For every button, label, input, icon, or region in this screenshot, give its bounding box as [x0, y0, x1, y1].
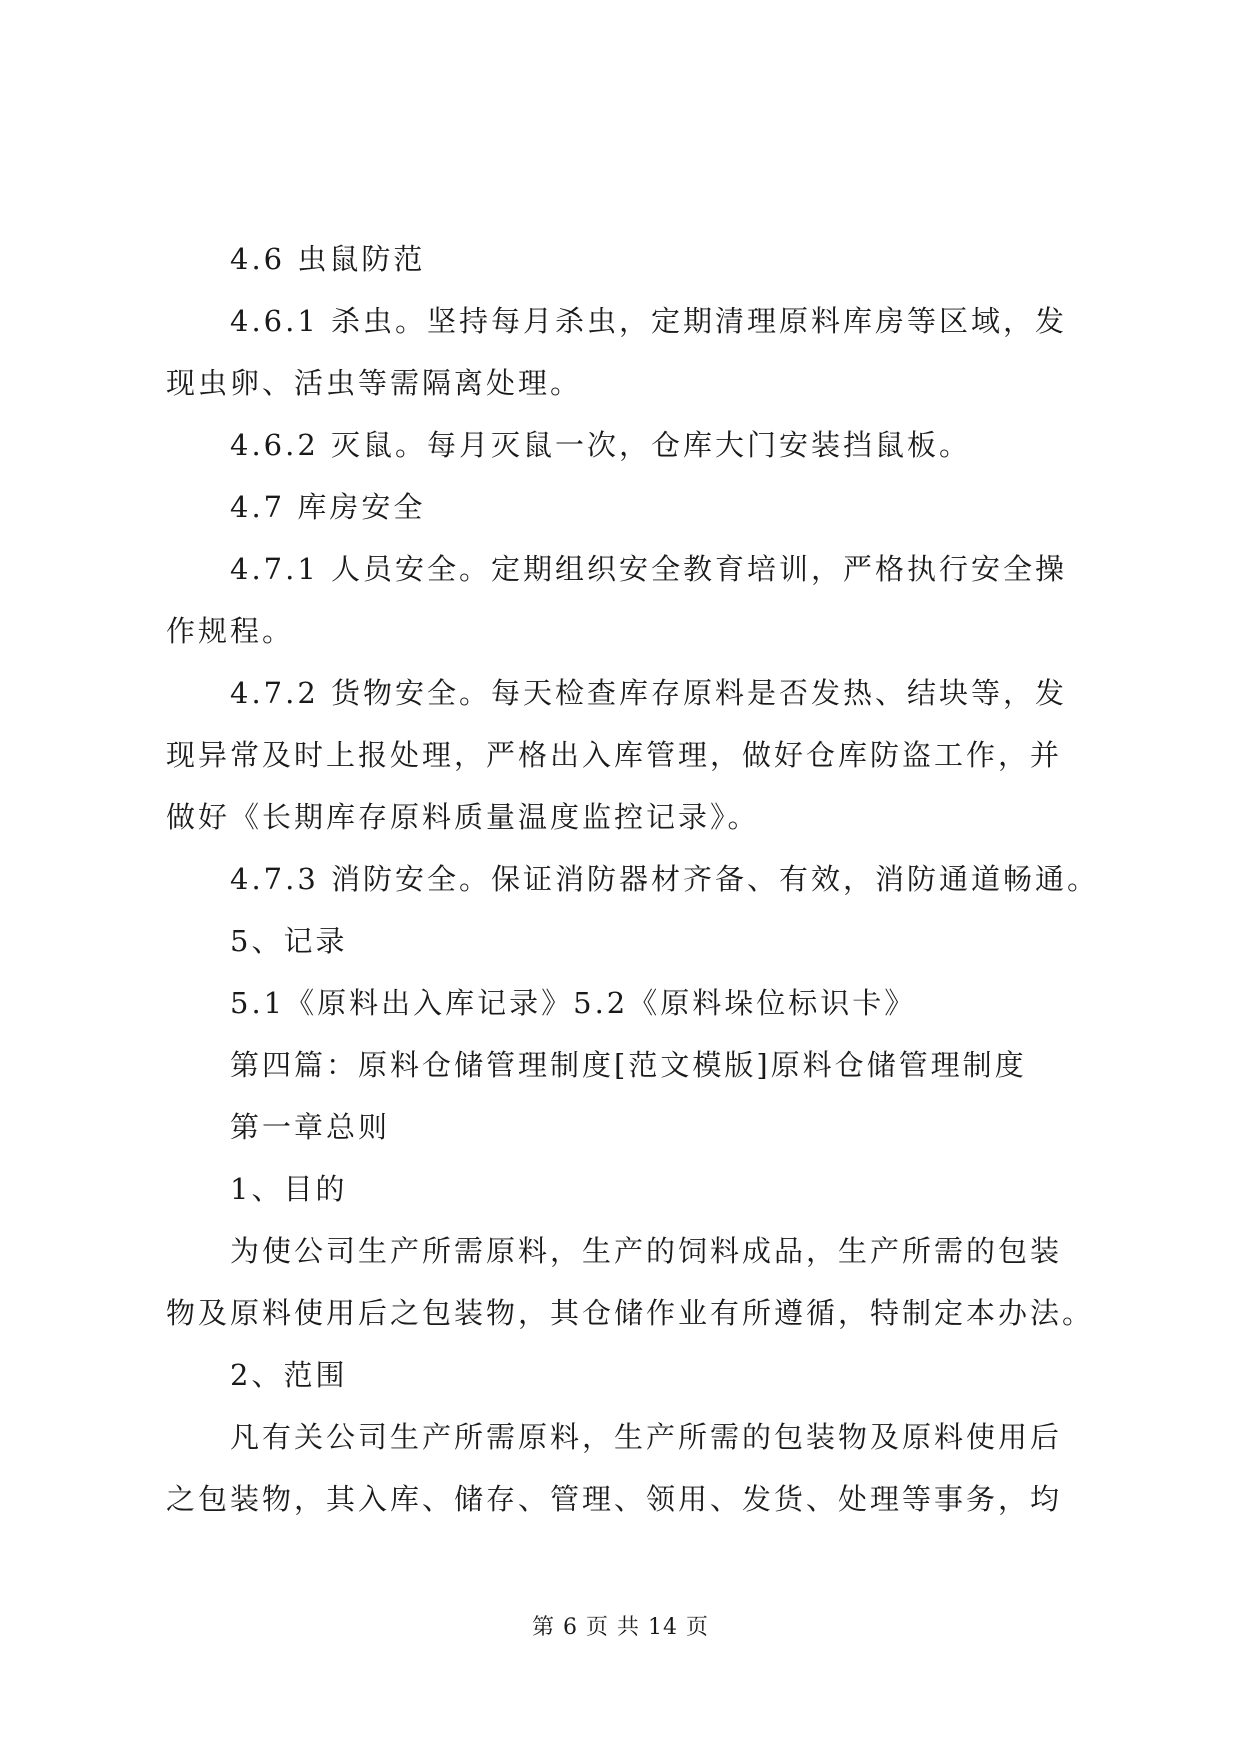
paragraph-line: 4.7.3 消防安全。保证消防器材齐备、有效，消防通道畅通。: [230, 862, 1100, 896]
paragraph-line: 物及原料使用后之包装物，其仓储作业有所遵循，特制定本办法。: [166, 1296, 1095, 1330]
paragraph-line: 4.6.2 灭鼠。每月灭鼠一次，仓库大门安装挡鼠板。: [230, 428, 972, 462]
paragraph-line: 4.7.2 货物安全。每天检查库存原料是否发热、结块等，发: [230, 676, 1068, 710]
paragraph-line: 作规程。: [166, 614, 295, 648]
paragraph-line: 做好《长期库存原料质量温度监控记录》。: [166, 800, 760, 834]
paragraph-line: 之包装物，其入库、储存、管理、领用、发货、处理等事务，均: [166, 1482, 1063, 1516]
paragraph-line: 4.7.1 人员安全。定期组织安全教育培训，严格执行安全操: [230, 552, 1068, 586]
paragraph-line: 现虫卵、活虫等需隔离处理。: [166, 366, 583, 400]
paragraph-line: 4.6.1 杀虫。坚持每月杀虫，定期清理原料库房等区域，发: [230, 304, 1068, 338]
paragraph-line: 5.1《原料出入库记录》5.2《原料垛位标识卡》: [230, 986, 917, 1020]
paragraph-line: 凡有关公司生产所需原料，生产所需的包装物及原料使用后: [230, 1420, 1063, 1454]
section-heading: 1、目的: [230, 1172, 348, 1206]
section-heading: 2、范围: [230, 1358, 348, 1392]
section-heading: 4.6 虫鼠防范: [230, 242, 426, 276]
section-heading: 5、记录: [230, 924, 348, 958]
chapter-title: 第四篇：原料仓储管理制度[范文模版]原料仓储管理制度: [230, 1048, 1027, 1082]
section-heading: 4.7 库房安全: [230, 490, 426, 524]
page-number-footer: 第 6 页 共 14 页: [532, 1615, 709, 1640]
document-body: [166, 228, 1100, 1530]
section-heading: 第一章总则: [230, 1110, 391, 1144]
paragraph-line: 为使公司生产所需原料，生产的饲料成品，生产所需的包装: [230, 1234, 1063, 1268]
paragraph-line: 现异常及时上报处理，严格出入库管理，做好仓库防盗工作，并: [166, 738, 1063, 772]
